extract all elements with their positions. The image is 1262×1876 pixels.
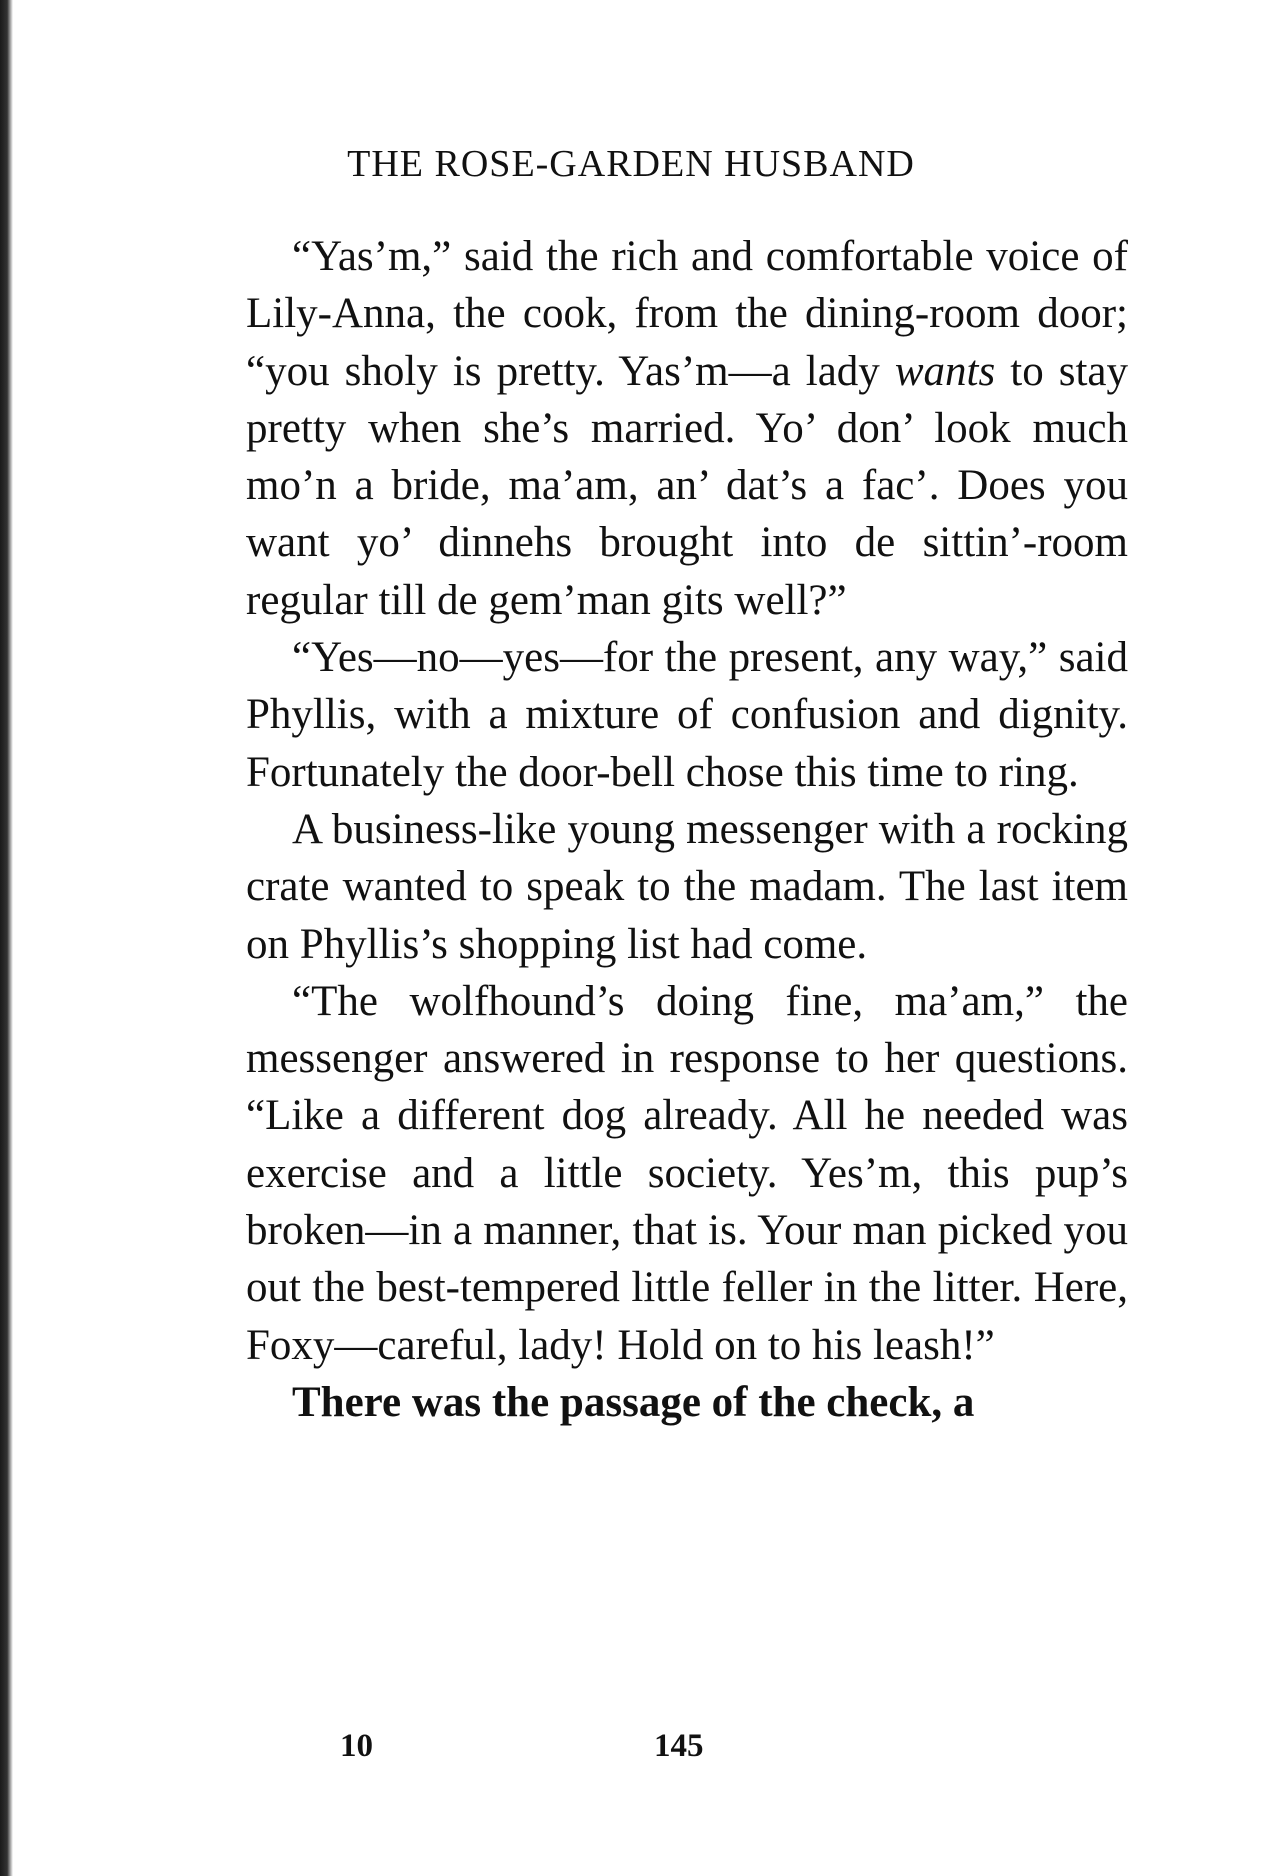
- binding-edge-shadow: [0, 0, 13, 1876]
- paragraph: There was the passage of the check, a: [292, 1378, 975, 1426]
- paragraph: “The wolfhound’s doing fine, ma’am,” the messenger answered in response to her questions. “Like a different dog already. All he needed was exercise and a little society. Yes’m, this pup’s broken—in a manner, that is. Your man picked you out the best-tempered little feller in the litter. Here, Foxy—careful, lady! Hold on to his leash!”: [246, 977, 1128, 1369]
- emphasis-wants: wants: [894, 347, 996, 395]
- signature-mark: 10: [340, 1728, 373, 1764]
- paragraph: A business-like young messenger with a rocking crate wanted to speak to the madam. The last item on Phyllis’s shopping list had come.: [246, 805, 1128, 968]
- body-text: [246, 228, 1128, 1431]
- running-head: THE ROSE-GARDEN HUSBAND: [347, 143, 915, 185]
- paragraph: “Yas’m,” said the rich and comfortable voice of Lily-Anna, the cook, from the dining-room door; “you sholy is pretty. Yas’m—a lady wants to stay pretty when she’s married. Yo’ don’ look much mo’n a bride, ma’am, an’ dat’s a fac’. Does you want yo’ dinnehs brought into de sittin’-room regular till de gem’man gits well?”: [246, 233, 1129, 624]
- page-number: 145: [654, 1728, 704, 1764]
- paragraph: “Yes—no—yes—for the present, any way,” said Phyllis, with a mixture of confusion and dignity. Fortunately the door-bell chose this time to ring.: [246, 634, 1128, 796]
